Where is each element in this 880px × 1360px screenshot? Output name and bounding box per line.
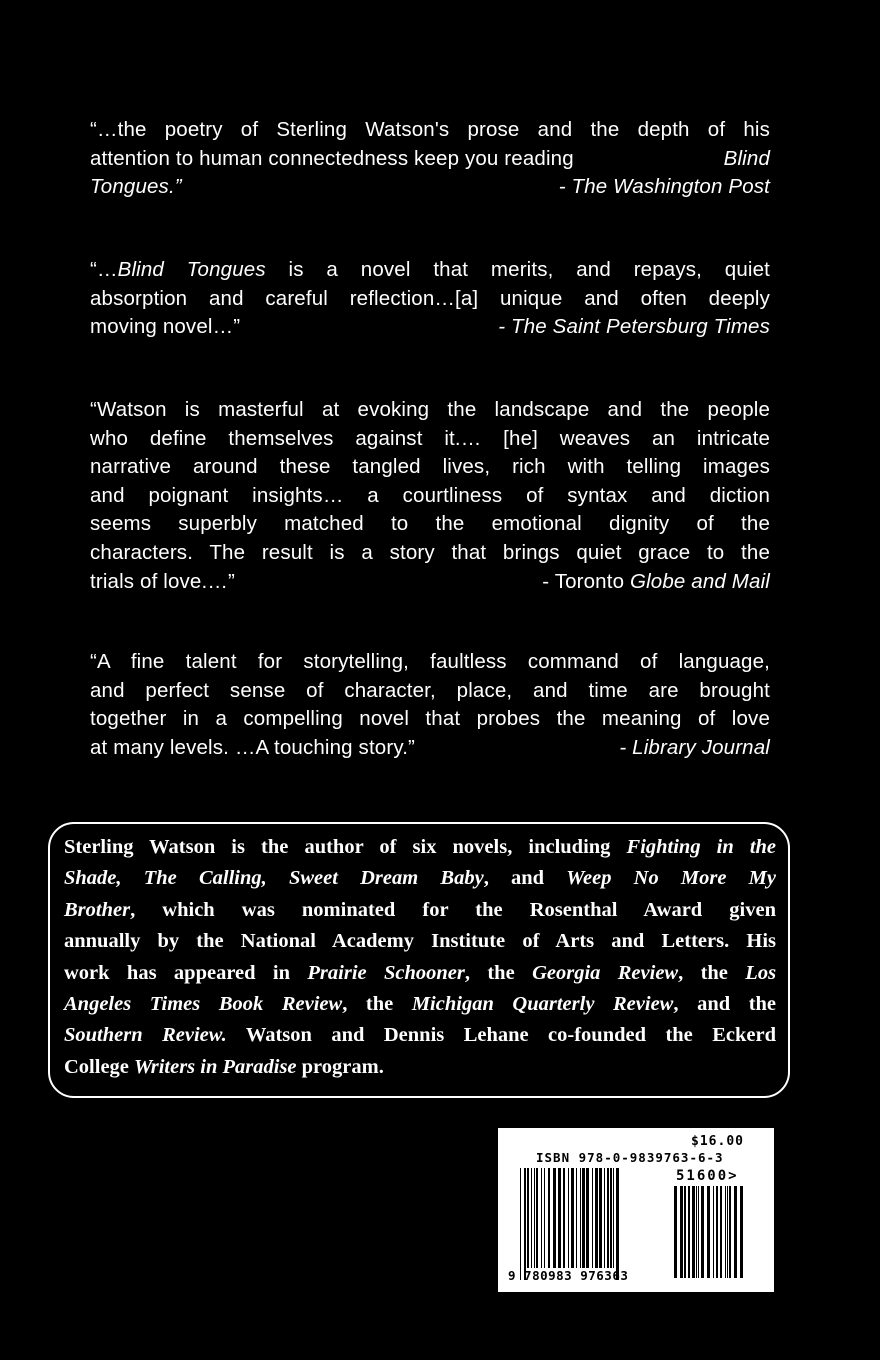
addon-bar xyxy=(674,1186,677,1278)
review-quote-st-petersburg-times xyxy=(90,256,770,342)
author-bio-box xyxy=(48,822,790,1098)
addon-bar xyxy=(696,1186,697,1278)
barcode-bar xyxy=(531,1168,532,1268)
bio-text: Watson and Dennis Lehane co-founded the Eckerd xyxy=(245,1024,776,1047)
quote-text: attention to human connectedness keep you reading xyxy=(90,146,574,170)
quote-line xyxy=(90,568,770,597)
book-title: Brother xyxy=(64,898,131,921)
addon-bar xyxy=(725,1186,726,1278)
barcode-bar xyxy=(527,1168,529,1268)
bio-text: College xyxy=(64,1055,129,1078)
barcode-bar xyxy=(558,1168,561,1268)
bio-line xyxy=(64,895,776,926)
quote-line: “A fine talent for storytelling, faultless command of language, xyxy=(90,650,770,673)
barcode-bar xyxy=(582,1168,585,1268)
quote-attribution: - Library Journal xyxy=(619,735,770,759)
barcode-bar xyxy=(599,1168,602,1268)
publication-name: Michigan Quarterly Review xyxy=(411,993,674,1016)
review-quote-library-journal xyxy=(90,648,770,762)
quote-line: absorption and careful reflection…[a] unique and often deeply xyxy=(90,286,770,310)
addon-number: 51600> xyxy=(676,1168,739,1184)
barcode-bar xyxy=(520,1168,521,1280)
barcode-bar xyxy=(610,1168,612,1268)
quote-attribution: - The Saint Petersburg Times xyxy=(498,315,770,339)
barcode-bar xyxy=(541,1168,542,1268)
addon-bar xyxy=(707,1186,710,1278)
quote-text: moving novel…” xyxy=(90,315,241,339)
bio-text: , the xyxy=(464,961,515,984)
review-quote-globe-and-mail xyxy=(90,396,770,596)
isbn-label: ISBN 978-0-9839763-6-3 xyxy=(536,1150,724,1165)
barcode-bar xyxy=(534,1168,535,1268)
addon-bar xyxy=(740,1186,743,1278)
addon-bar xyxy=(713,1186,714,1278)
book-title: Weep No More My xyxy=(566,867,777,890)
addon-bar xyxy=(720,1186,722,1278)
addon-bar xyxy=(701,1186,704,1278)
quote-text: at many levels. …A touching story.” xyxy=(90,735,416,759)
publication-name: Prairie Schooner xyxy=(307,961,465,984)
quote-attribution xyxy=(542,568,770,597)
book-title: Blind xyxy=(723,146,770,170)
book-title: Shade, The Calling, Sweet Dream Baby xyxy=(64,867,484,890)
bio-line xyxy=(64,863,776,894)
publication-name: Southern Review. xyxy=(64,1024,227,1047)
addon-bar xyxy=(716,1186,718,1278)
barcode-bar xyxy=(613,1168,614,1268)
bio-text: , which was nominated for the Rosenthal Award given xyxy=(130,898,776,921)
addon-bar xyxy=(684,1186,686,1278)
addon-bar xyxy=(734,1186,737,1278)
barcode-bar xyxy=(563,1168,565,1268)
quote-text xyxy=(90,258,770,281)
barcode-bar xyxy=(607,1168,609,1268)
addon-bar xyxy=(729,1186,731,1278)
publication-name: Los xyxy=(745,961,777,984)
addon-bar xyxy=(727,1186,728,1278)
barcode-bar xyxy=(536,1168,538,1268)
publication-name: Georgia Review xyxy=(532,961,679,984)
bio-text: , the xyxy=(678,961,728,984)
quote-line: seems superbly matched to the emotional dignity of the xyxy=(90,512,770,536)
barcode-bar xyxy=(592,1168,593,1268)
addon-bar xyxy=(688,1186,690,1278)
barcode-bar xyxy=(586,1168,589,1268)
quote-line: “Watson is masterful at evoking the landscape and the people xyxy=(90,398,770,421)
addon-bar xyxy=(680,1186,683,1278)
quote-line xyxy=(90,145,770,174)
addon-bar xyxy=(692,1186,695,1278)
bio-text: , and the xyxy=(673,993,777,1016)
program-name: Writers in Paradise xyxy=(134,1055,297,1078)
book-title: Fighting in the xyxy=(626,836,777,858)
bio-text: , the xyxy=(342,993,394,1016)
barcode-bar xyxy=(568,1168,569,1268)
barcode-digits: 9 780983 976363 xyxy=(508,1268,629,1283)
quote-text: “… xyxy=(90,258,118,281)
quote-line: “…the poetry of Sterling Watson's prose and the depth of his xyxy=(90,118,770,141)
barcode-bar xyxy=(580,1168,581,1268)
bio-text: , and xyxy=(483,867,545,890)
publication-name: Angeles Times Book Review xyxy=(64,993,343,1016)
bio-line: annually by the National Academy Institute of Arts and Letters. His xyxy=(64,930,776,953)
quote-line: characters. The result is a story that brings quiet grace to the xyxy=(90,540,770,564)
barcode-bar xyxy=(616,1168,619,1280)
barcode-bar xyxy=(604,1168,605,1268)
quote-line: together in a compelling novel that probes the meaning of love xyxy=(90,707,770,731)
barcode-bar xyxy=(595,1168,598,1268)
bio-text: Sterling Watson is the author of six novels, including xyxy=(64,836,611,858)
barcode-bar xyxy=(576,1168,577,1268)
quote-line xyxy=(90,734,770,763)
isbn-barcode xyxy=(498,1128,774,1292)
quote-line: who define themselves against it.… [he] weaves an intricate xyxy=(90,426,770,450)
bio-text: program. xyxy=(301,1055,384,1078)
quote-line xyxy=(90,256,770,285)
addon-bar xyxy=(698,1186,699,1278)
bio-line xyxy=(64,958,776,989)
bio-line xyxy=(64,989,776,1020)
price-label: $16.00 xyxy=(691,1134,744,1149)
quote-text: is a novel that merits, and repays, quiet xyxy=(265,258,770,281)
book-title: Tongues.” xyxy=(90,175,182,199)
barcode-bar xyxy=(524,1168,526,1280)
quote-line xyxy=(90,313,770,342)
addon-barcode-bars xyxy=(674,1186,743,1278)
attribution-prefix: - Toronto xyxy=(542,569,625,593)
bio-text: work has appeared in xyxy=(64,961,291,984)
barcode-bar xyxy=(553,1168,556,1268)
publication-name: Globe and Mail xyxy=(630,569,770,593)
barcode-bar xyxy=(544,1168,545,1268)
barcode-bar xyxy=(571,1168,574,1268)
barcode-bar xyxy=(548,1168,550,1268)
bio-line xyxy=(64,832,776,863)
quote-attribution: - The Washington Post xyxy=(558,175,770,199)
bio-line xyxy=(64,1052,776,1083)
quote-line: and poignant insights… a courtliness of syntax and diction xyxy=(90,483,770,507)
quote-text: trials of love.…” xyxy=(90,569,235,593)
review-quote-washington-post xyxy=(90,116,770,202)
quote-line: and perfect sense of character, place, and time are brought xyxy=(90,678,770,702)
quote-line xyxy=(90,173,770,202)
quote-line: narrative around these tangled lives, rich with telling images xyxy=(90,455,770,479)
main-barcode-bars xyxy=(520,1168,619,1280)
book-title: Blind Tongues xyxy=(117,258,266,281)
bio-line xyxy=(64,1020,776,1051)
